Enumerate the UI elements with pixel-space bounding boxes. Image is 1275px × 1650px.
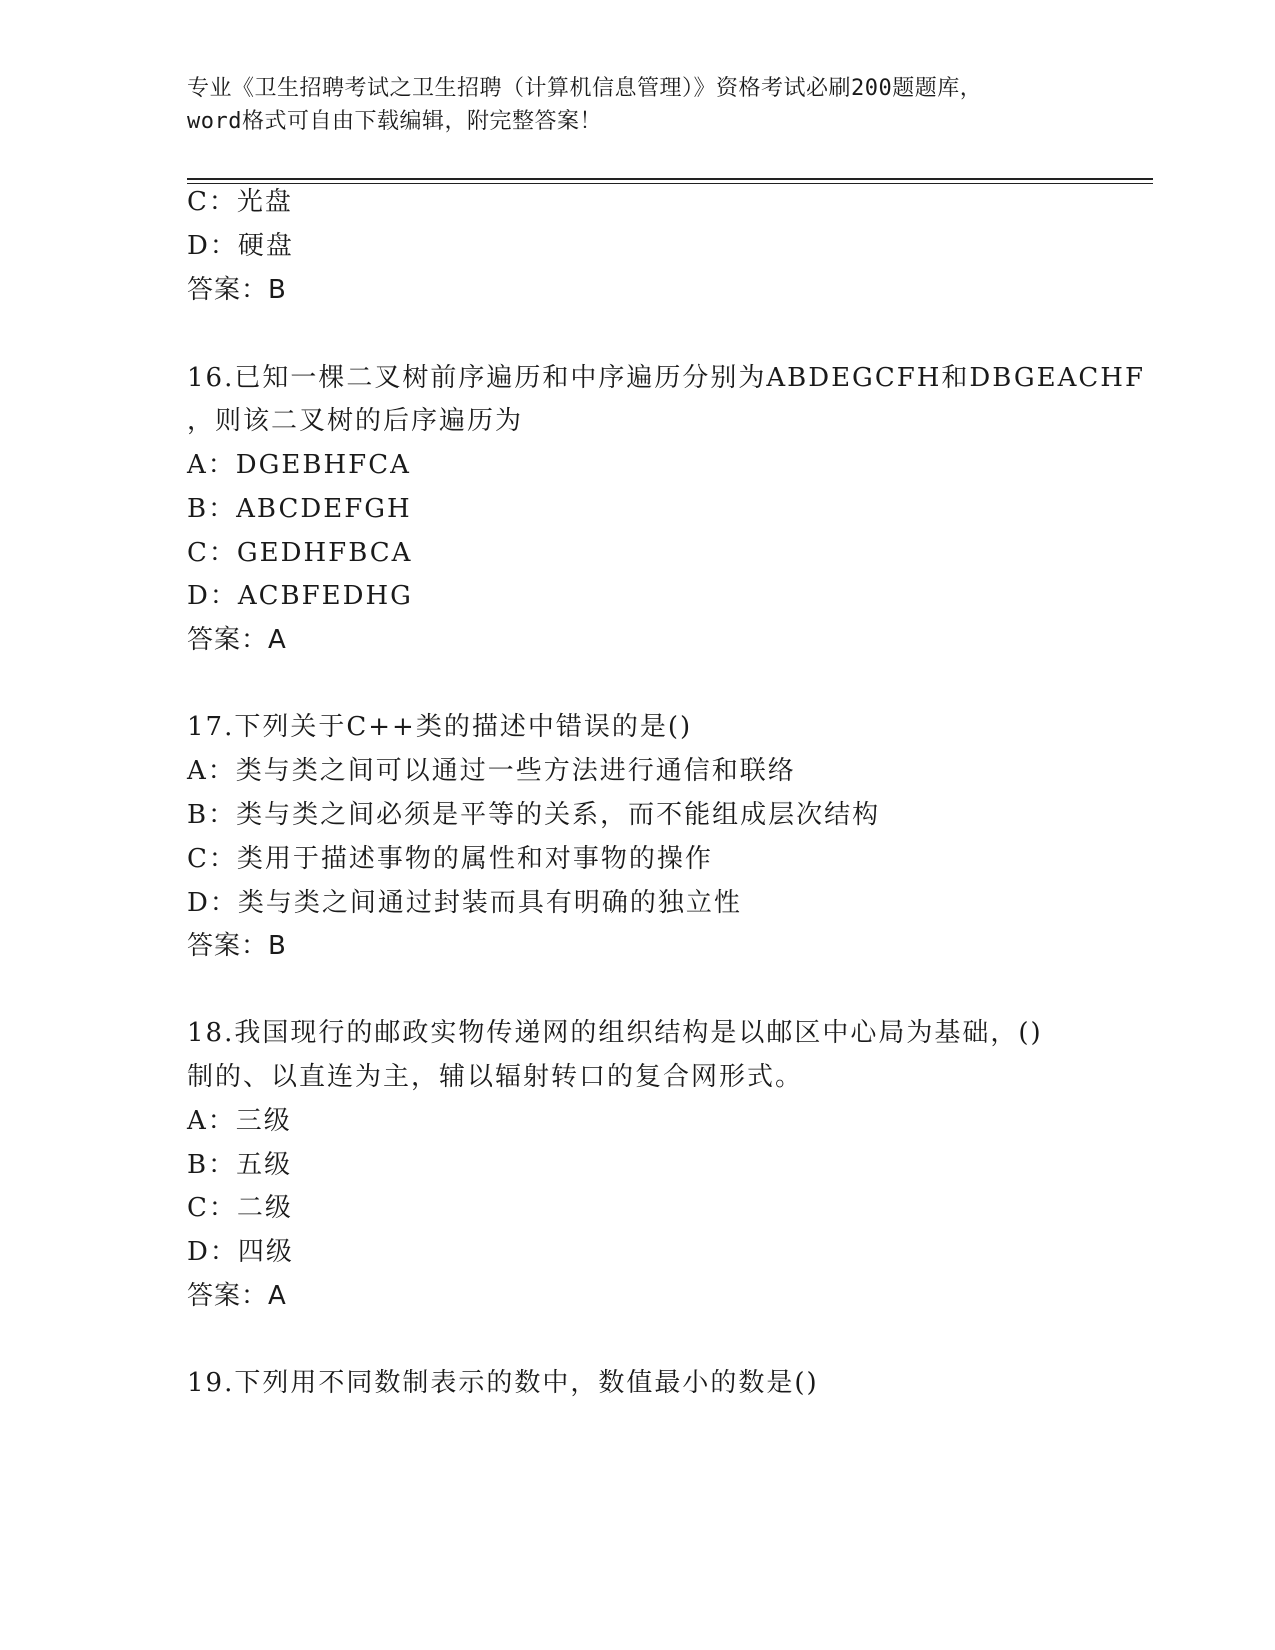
q16-stem-line-1: 16.已知一棵二叉树前序遍历和中序遍历分别为ABDEGCFH和DBGEACHF — [187, 363, 1146, 393]
document-header — [187, 72, 1087, 138]
q17-option-a: A：类与类之间可以通过一些方法进行通信和联络 — [187, 756, 796, 786]
q17-option-c: C：类用于描述事物的属性和对事物的操作 — [187, 844, 713, 874]
q18-stem-line-1: 18.我国现行的邮政实物传递网的组织结构是以邮区中心局为基础，() — [187, 1018, 1043, 1048]
header-divider-thin — [187, 183, 1153, 184]
q16-option-c: C：GEDHFBCA — [187, 538, 413, 568]
q15-option-d: D：硬盘 — [187, 231, 294, 261]
q16-option-d: D：ACBFEDHG — [187, 581, 413, 611]
q18-option-a: A：三级 — [187, 1106, 292, 1136]
q18-option-d: D：四级 — [187, 1237, 294, 1267]
q17-stem: 17.下列关于C++类的描述中错误的是() — [187, 712, 693, 742]
q17-answer: 答案：B — [187, 931, 287, 961]
q15-option-c: C：光盘 — [187, 187, 293, 217]
header-line-1: 专业《卫生招聘考试之卫生招聘（计算机信息管理）》资格考试必刷200题题库， — [187, 76, 983, 101]
q18-answer: 答案：A — [187, 1281, 287, 1311]
q19-stem: 19.下列用不同数制表示的数中，数值最小的数是() — [187, 1368, 819, 1398]
q16-stem-line-2: ，则该二叉树的后序遍历为 — [187, 406, 524, 436]
header-divider-thick — [187, 178, 1153, 180]
q16-option-b: B：ABCDEFGH — [187, 494, 412, 524]
q16-option-a: A：DGEBHFCA — [187, 450, 411, 480]
q18-stem-line-2: 制的、以直连为主，辅以辐射转口的复合网形式。 — [187, 1062, 804, 1092]
header-line-2: word格式可自由下载编辑，附完整答案！ — [187, 109, 602, 134]
q16-answer: 答案：A — [187, 625, 287, 655]
q17-option-b: B：类与类之间必须是平等的关系，而不能组成层次结构 — [187, 800, 881, 830]
q18-option-c: C：二级 — [187, 1193, 293, 1223]
q15-answer: 答案：B — [187, 275, 287, 305]
q17-option-d: D：类与类之间通过封装而具有明确的独立性 — [187, 888, 742, 918]
q18-option-b: B：五级 — [187, 1150, 293, 1180]
